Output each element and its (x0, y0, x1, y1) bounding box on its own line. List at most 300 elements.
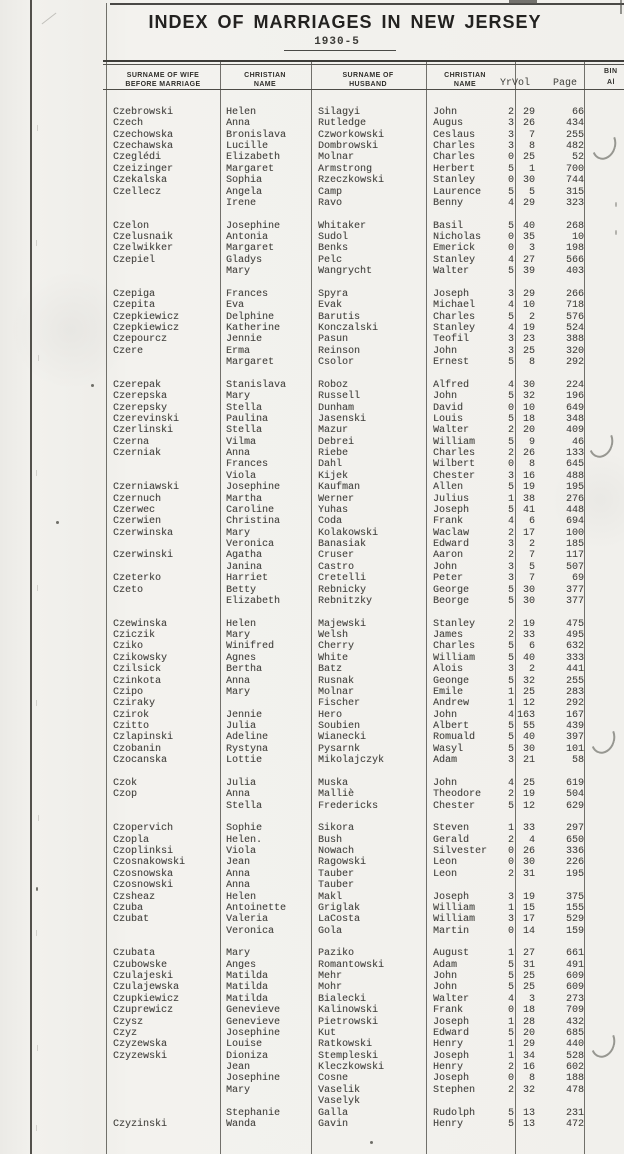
scan-smudge (620, 0, 622, 14)
table-row (0, 846, 624, 858)
cell-page: 488 (565, 470, 584, 482)
cell-yr: 5 (507, 504, 514, 516)
table-row (0, 801, 624, 813)
cell-surname_of_husband: Yuhas (318, 504, 349, 516)
cell-surname_of_husband: Mehr (318, 971, 343, 983)
table-row (0, 1096, 624, 1108)
table-row (0, 926, 624, 938)
table-row (0, 630, 624, 642)
cell-surname_of_husband: Galla (318, 1107, 349, 1119)
cell-page: 441 (565, 664, 584, 676)
cell-yr: 5 (507, 1107, 514, 1119)
cell-christian_name: Anna (226, 118, 251, 130)
cell-christian_name: Viola (226, 846, 257, 858)
cell-vol: 8 (528, 357, 535, 369)
cell-page: 255 (565, 129, 584, 141)
table-row (0, 1062, 624, 1074)
cell-christian_name_husband: Aaron (433, 550, 464, 562)
cell-page: 276 (565, 493, 584, 505)
cell-christian_name: Jennie (226, 709, 263, 721)
cell-page: 434 (565, 118, 584, 130)
cell-christian_name_husband: David (433, 402, 464, 414)
cell-surname_of_husband: Malliè (318, 789, 355, 801)
scan-smudge (509, 0, 537, 4)
cell-surname_of_husband: Paziko (318, 948, 355, 960)
cell-page: 348 (565, 413, 584, 425)
cell-vol: 13 (522, 1107, 535, 1119)
cell-christian_name_husband: James (433, 630, 464, 642)
cell-christian_name: Stella (226, 425, 263, 437)
cell-surname_of_husband: Stempleski (318, 1050, 379, 1062)
cell-yr: 1 (507, 948, 514, 960)
cell-christian_name_husband: Joseph (433, 1073, 470, 1085)
cell-surname_of_wife: Czsheaz (113, 891, 156, 903)
cell-page: 744 (565, 175, 584, 187)
cell-page: 507 (565, 561, 584, 573)
cell-christian_name_husband: Frank (433, 516, 464, 528)
cell-surname_of_husband: Wianecki (318, 732, 367, 744)
cell-surname_of_husband: Kaufman (318, 482, 361, 494)
cell-surname_of_wife: Czech (113, 118, 144, 130)
cell-page: 478 (565, 1084, 584, 1096)
cell-surname_of_husband: Soubien (318, 720, 361, 732)
cell-christian_name_husband: Adam (433, 755, 458, 767)
cell-vol: 17 (522, 527, 535, 539)
cell-yr: 2 (507, 868, 514, 880)
cell-christian_name: Mary (226, 630, 251, 642)
cell-vol: 31 (522, 959, 535, 971)
cell-christian_name_husband: Beorge (433, 595, 470, 607)
margin-tick (36, 700, 37, 706)
cell-christian_name_husband: John (433, 345, 458, 357)
cell-vol: 25 (522, 982, 535, 994)
cell-surname_of_wife: Czok (113, 777, 138, 789)
cell-christian_name: Helen (226, 891, 257, 903)
table-row (0, 471, 624, 483)
cell-surname_of_husband: Kolakowski (318, 527, 379, 539)
cell-yr: 1 (507, 1016, 514, 1028)
table-row (0, 710, 624, 722)
cell-yr: 5 (507, 436, 514, 448)
cell-surname_of_husband: Werner (318, 493, 355, 505)
cell-christian_name: Betty (226, 584, 257, 596)
cell-surname_of_wife: Czilsick (113, 664, 162, 676)
cell-christian_name: Agnes (226, 652, 257, 664)
table-row (0, 300, 624, 312)
cell-surname_of_wife: Czerniawski (113, 482, 180, 494)
cell-christian_name: Delphine (226, 311, 275, 323)
cell-christian_name_husband: William (433, 652, 476, 664)
table-row (0, 676, 624, 688)
table-row (0, 152, 624, 164)
cell-vol: 20 (522, 425, 535, 437)
cell-christian_name: Mary (226, 266, 251, 278)
cell-christian_name: Stanislava (226, 379, 287, 391)
cell-christian_name_husband: Benny (433, 197, 464, 209)
table-row (0, 243, 624, 255)
cell-surname_of_wife: Czikowsky (113, 652, 168, 664)
cell-yr: 5 (507, 641, 514, 653)
cell-christian_name: Wanda (226, 1118, 257, 1130)
cell-surname_of_husband: Sikora (318, 823, 355, 835)
cell-yr: 1 (507, 698, 514, 710)
cell-page: 167 (565, 709, 584, 721)
cell-christian_name_husband: Frank (433, 1005, 464, 1017)
cell-christian_name_husband: John (433, 391, 458, 403)
cell-christian_name_husband: Julius (433, 493, 470, 505)
cell-christian_name_husband: Walter (433, 425, 470, 437)
cell-christian_name_husband: Chester (433, 470, 476, 482)
cell-vol: 33 (522, 630, 535, 642)
cell-christian_name_husband: John (433, 561, 458, 573)
cell-page: 195 (565, 868, 584, 880)
cell-page: 403 (565, 266, 584, 278)
table-row (0, 823, 624, 835)
cell-christian_name: Helen (226, 618, 257, 630)
cell-yr: 3 (507, 141, 514, 153)
cell-surname_of_husband: Dunham (318, 402, 355, 414)
cell-christian_name: Katherine (226, 323, 281, 335)
cell-yr: 5 (507, 800, 514, 812)
cell-surname_of_wife: Czepourcz (113, 334, 168, 346)
cell-page: 448 (565, 504, 584, 516)
cell-christian_name: Josephine (226, 482, 281, 494)
header-yrvol: YrVol (500, 78, 531, 89)
cell-vol: 10 (522, 402, 535, 414)
cell-christian_name: Angela (226, 186, 263, 198)
cell-christian_name_husband: William (433, 902, 476, 914)
table-row (0, 323, 624, 335)
cell-page: 491 (565, 959, 584, 971)
cell-christian_name: Agatha (226, 550, 263, 562)
cell-vol: 26 (522, 846, 535, 858)
cell-page: 159 (565, 925, 584, 937)
cell-vol: 27 (522, 948, 535, 960)
cell-surname_of_wife: Czinkota (113, 675, 162, 687)
cell-christian_name_husband: Emile (433, 686, 464, 698)
cell-yr: 2 (507, 527, 514, 539)
cell-surname_of_wife: Cziczik (113, 630, 156, 642)
cell-vol: 5 (528, 186, 535, 198)
cell-christian_name_husband: Wasyl (433, 743, 464, 755)
cell-vol: 19 (522, 482, 535, 494)
cell-christian_name_husband: Stanley (433, 175, 476, 187)
table-row (0, 585, 624, 597)
cell-vol: 35 (522, 232, 535, 244)
cell-christian_name_husband: Charles (433, 448, 476, 460)
cell-vol: 25 (522, 686, 535, 698)
table-row (0, 960, 624, 972)
cell-christian_name: Antonia (226, 232, 269, 244)
cell-page: 375 (565, 891, 584, 903)
table-row (0, 835, 624, 847)
table-row (0, 1119, 624, 1131)
cell-surname_of_husband: Pietrowski (318, 1016, 379, 1028)
table-row (0, 1017, 624, 1029)
cell-page: 645 (565, 459, 584, 471)
header-bin-line2: Al (607, 79, 615, 86)
table-row (0, 164, 624, 176)
cell-surname_of_husband: Barutis (318, 311, 361, 323)
cell-christian_name_husband: Joseph (433, 504, 470, 516)
cell-page: 609 (565, 971, 584, 983)
cell-page: 377 (565, 584, 584, 596)
cell-vol: 14 (522, 925, 535, 937)
cell-page: 694 (565, 516, 584, 528)
cell-vol: 29 (522, 1039, 535, 1051)
cell-page: 198 (565, 243, 584, 255)
cell-christian_name: Viola (226, 470, 257, 482)
cell-vol: 30 (522, 857, 535, 869)
cell-page: 292 (565, 698, 584, 710)
cell-christian_name: Julia (226, 777, 257, 789)
cell-page: 100 (565, 527, 584, 539)
cell-christian_name: Anna (226, 868, 251, 880)
cell-page: 195 (565, 482, 584, 494)
cell-yr: 5 (507, 266, 514, 278)
table-row (0, 1073, 624, 1085)
cell-christian_name_husband: Ernest (433, 357, 470, 369)
table-row (0, 130, 624, 142)
table-row (0, 516, 624, 528)
cell-surname_of_wife: Czeterko (113, 573, 162, 585)
cell-yr: 1 (507, 902, 514, 914)
cell-surname_of_wife: Czellecz (113, 186, 162, 198)
cell-page: 475 (565, 618, 584, 630)
cell-surname_of_husband: Tauber (318, 880, 355, 892)
cell-christian_name: Antoinette (226, 902, 287, 914)
cell-christian_name_husband: Joseph (433, 1050, 470, 1062)
cell-christian_name: Anna (226, 675, 251, 687)
cell-christian_name: Veronica (226, 539, 275, 551)
cell-surname_of_husband: Whitaker (318, 220, 367, 232)
table-row (0, 437, 624, 449)
table-row (0, 857, 624, 869)
cell-christian_name_husband: John (433, 982, 458, 994)
cell-vol: 8 (528, 1073, 535, 1085)
cell-vol: 7 (528, 550, 535, 562)
cell-surname_of_husband: Ratkowski (318, 1039, 373, 1051)
cell-surname_of_wife: Czulajewska (113, 982, 180, 994)
cell-christian_name: Bertha (226, 664, 263, 676)
cell-vol: 19 (522, 323, 535, 335)
cell-yr: 3 (507, 334, 514, 346)
cell-vol: 13 (522, 1118, 535, 1130)
cell-christian_name: Dioniza (226, 1050, 269, 1062)
cell-page: 336 (565, 846, 584, 858)
cell-yr: 5 (507, 720, 514, 732)
cell-surname_of_husband: Dahl (318, 459, 343, 471)
table-row (0, 346, 624, 358)
cell-surname_of_husband: Rzeczkowski (318, 175, 385, 187)
cell-vol: 9 (528, 436, 535, 448)
cell-surname_of_husband: Mohr (318, 982, 343, 994)
table-row (0, 1039, 624, 1051)
cell-page: 529 (565, 914, 584, 926)
cell-surname_of_husband: Cretelli (318, 573, 367, 585)
ink-speck (36, 887, 38, 891)
cell-yr: 5 (507, 1118, 514, 1130)
cell-page: 482 (565, 141, 584, 153)
cell-yr: 2 (507, 630, 514, 642)
cell-christian_name_husband: Henry (433, 1062, 464, 1074)
table-row (0, 414, 624, 426)
table-row (0, 778, 624, 790)
cell-christian_name: Bronislava (226, 129, 287, 141)
table-row (0, 459, 624, 471)
table-row (0, 721, 624, 733)
cell-christian_name: Sophia (226, 175, 263, 187)
cell-page: 255 (565, 675, 584, 687)
cell-christian_name_husband: Rudolph (433, 1107, 476, 1119)
cell-yr: 0 (507, 402, 514, 414)
cell-page: 495 (565, 630, 584, 642)
table-row (0, 187, 624, 199)
cell-vol: 26 (522, 448, 535, 460)
cell-page: 439 (565, 720, 584, 732)
table-row (0, 869, 624, 881)
cell-surname_of_wife: Czerwinski (113, 550, 174, 562)
cell-yr: 5 (507, 482, 514, 494)
cell-yr: 4 (507, 709, 514, 721)
cell-christian_name_husband: Joseph (433, 288, 470, 300)
cell-christian_name: Stephanie (226, 1107, 281, 1119)
cell-surname_of_husband: Camp (318, 186, 343, 198)
cell-vol: 30 (522, 379, 535, 391)
cell-surname_of_wife: Czerepak (113, 379, 162, 391)
cell-christian_name: Sophie (226, 823, 263, 835)
cell-christian_name: Paulina (226, 413, 269, 425)
table-row (0, 550, 624, 562)
cell-vol: 25 (522, 345, 535, 357)
cell-vol: 3 (528, 993, 535, 1005)
header-bin-line1: BIN (604, 68, 618, 75)
cell-yr: 5 (507, 311, 514, 323)
table-row (0, 892, 624, 904)
cell-vol: 5 (528, 561, 535, 573)
cell-surname_of_husband: Cosne (318, 1073, 349, 1085)
cell-christian_name_husband: Henry (433, 1118, 464, 1130)
cell-christian_name: Helen. (226, 834, 263, 846)
table-row (0, 1051, 624, 1063)
cell-vol: 10 (522, 300, 535, 312)
cell-yr: 0 (507, 1073, 514, 1085)
table-row (0, 789, 624, 801)
cell-vol: 25 (522, 971, 535, 983)
cell-surname_of_wife: Czocanska (113, 755, 168, 767)
cell-surname_of_wife: Czere (113, 345, 144, 357)
cell-christian_name: Erma (226, 345, 251, 357)
cell-vol: 17 (522, 914, 535, 926)
cell-yr: 5 (507, 584, 514, 596)
cell-page: 283 (565, 686, 584, 698)
cell-christian_name_husband: Edward (433, 539, 470, 551)
cell-surname_of_wife: Czysz (113, 1016, 144, 1028)
cell-vol: 16 (522, 1062, 535, 1074)
cell-surname_of_husband: Benks (318, 243, 349, 255)
cell-christian_name_husband: Silvester (433, 846, 488, 858)
margin-tick (37, 125, 38, 131)
cell-surname_of_husband: Gola (318, 925, 343, 937)
cell-christian_name_husband: Charles (433, 141, 476, 153)
cell-yr: 3 (507, 470, 514, 482)
table-row (0, 982, 624, 994)
cell-vol: 39 (522, 266, 535, 278)
cell-surname_of_husband: Mazur (318, 425, 349, 437)
cell-yr: 3 (507, 561, 514, 573)
cell-surname_of_husband: Armstrong (318, 163, 373, 175)
cell-page: 196 (565, 391, 584, 403)
table-row (0, 698, 624, 710)
cell-yr: 5 (507, 1027, 514, 1039)
cell-surname_of_husband: Castro (318, 561, 355, 573)
cell-christian_name: Stella (226, 402, 263, 414)
cell-yr: 4 (507, 254, 514, 266)
cell-christian_name: Mary (226, 527, 251, 539)
cell-yr: 0 (507, 857, 514, 869)
cell-surname_of_wife: Czeizinger (113, 163, 174, 175)
cell-christian_name: Stella (226, 800, 263, 812)
cell-surname_of_husband: Rutledge (318, 118, 367, 130)
cell-vol: 19 (522, 618, 535, 630)
table-row (0, 744, 624, 756)
cell-surname_of_husband: Tauber (318, 868, 355, 880)
cell-page: 155 (565, 902, 584, 914)
cell-christian_name: Mary (226, 948, 251, 960)
table-row (0, 118, 624, 130)
cell-christian_name: Margaret (226, 163, 275, 175)
cell-surname_of_husband: Pasun (318, 334, 349, 346)
cell-vol: 7 (528, 129, 535, 141)
cell-christian_name: Irene (226, 197, 257, 209)
cell-christian_name: Matilda (226, 982, 269, 994)
table-row (0, 562, 624, 574)
cell-yr: 2 (507, 107, 514, 118)
cell-yr: 3 (507, 288, 514, 300)
cell-christian_name: Genevieve (226, 1005, 281, 1017)
cell-vol: 18 (522, 1005, 535, 1017)
cell-page: 685 (565, 1027, 584, 1039)
cell-surname_of_husband: Kijek (318, 470, 349, 482)
cell-page: 268 (565, 220, 584, 232)
table-row (0, 732, 624, 744)
cell-yr: 0 (507, 152, 514, 164)
cell-surname_of_husband: Batz (318, 664, 343, 676)
cell-surname_of_husband: LaCosta (318, 914, 361, 926)
cell-christian_name: Veronica (226, 925, 275, 937)
cell-yr: 0 (507, 1005, 514, 1017)
cell-christian_name_husband: Charles (433, 152, 476, 164)
cell-page: 504 (565, 789, 584, 801)
cell-surname_of_husband: Vaselik (318, 1084, 361, 1096)
cell-christian_name_husband: Theodore (433, 789, 482, 801)
table-row (0, 1028, 624, 1040)
cell-yr: 1 (507, 686, 514, 698)
header-christian-husband-line1: CHRISTIAN (444, 72, 486, 79)
cell-christian_name: Elizabeth (226, 152, 281, 164)
cell-vol: 55 (522, 720, 535, 732)
ink-speck (56, 521, 59, 524)
page-subtitle: 1930-5 (314, 36, 360, 48)
cell-vol: 31 (522, 868, 535, 880)
cell-christian_name: Elizabeth (226, 595, 281, 607)
cell-vol: 12 (522, 698, 535, 710)
cell-vol: 19 (522, 789, 535, 801)
cell-surname_of_husband: Gavin (318, 1118, 349, 1130)
cell-christian_name_husband: Alfred (433, 379, 470, 391)
cell-yr: 4 (507, 300, 514, 312)
ink-speck (370, 1141, 373, 1144)
